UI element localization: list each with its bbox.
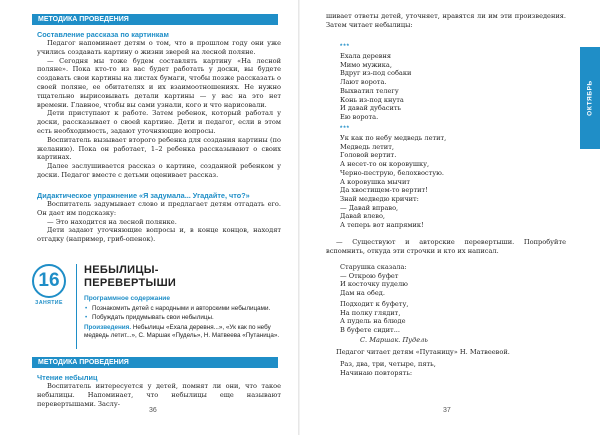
right-page <box>300 0 600 435</box>
poem-line: А пудель на блюде <box>340 317 406 326</box>
month-label: ОКТЯБРЬ <box>586 80 594 116</box>
poem-line: В буфете сидит... <box>340 326 400 335</box>
poem-line: Ук как по небу медведь летит, <box>340 134 447 142</box>
exercise-body <box>37 200 281 244</box>
question-text <box>326 238 566 256</box>
poem-line: Давай влево, <box>340 212 386 221</box>
poem-line: — Открою буфет <box>340 271 399 280</box>
works-note <box>84 324 282 341</box>
lesson-label: ЗАНЯТИЕ <box>35 300 63 306</box>
poem-author: С. Маршак. Пудель <box>360 336 428 344</box>
poem-line: На полку глядит, <box>340 308 401 317</box>
poem-ekhala-derevnya <box>340 52 411 122</box>
lesson-number-badge <box>32 264 66 298</box>
paragraph: Дети приступают к работе. Затем ребенок, который работал у доски, рассказывает о своей картине. Дети и педагог, если в этом есть необходимость, задают уточняющие вопросы. <box>37 109 281 135</box>
month-side-tab <box>580 47 600 149</box>
poem-line: Мимо мужика, <box>340 60 392 69</box>
poem-line: Да хвостищем-то вертит! <box>340 186 428 195</box>
page-number: 37 <box>443 407 451 414</box>
paragraph: Педагог напоминает детям о том, что в прошлом году они уже учились создавать картину о жизни зверей на лесной поляне. <box>37 39 281 56</box>
poem-line: Начинаю повторять: <box>340 368 413 377</box>
paragraph: шивает ответы детей, уточняет, нравятся ли им эти произведения. Затем читает небылицы: <box>326 12 566 29</box>
exercise-title: Дидактическое упражнение «Я задумала... Угадайте, что?» <box>37 191 250 200</box>
poem-line: Медведь летит, <box>340 142 394 151</box>
bullet-item: • Познакомить детей с народными и авторскими небылицами. <box>84 305 284 314</box>
section-title: Составление рассказа по картинкам <box>37 30 169 39</box>
poem-line: Черно-пеструю, белохвостую. <box>340 168 444 177</box>
poem-line: Ехала деревня <box>340 52 392 60</box>
poem-line: Ею ворота. <box>340 112 379 121</box>
works-label: Произведения. <box>84 324 132 331</box>
poem-line: Конь из-под кнута <box>340 95 404 104</box>
lesson-number: 16 <box>38 270 60 291</box>
paragraph: — Существуют и авторские перевертыши. Попробуйте вспомнить, откуда эти строчки и кто их написал. <box>326 238 566 255</box>
stars-divider: *** <box>340 126 351 132</box>
poem-pudel-part1 <box>340 263 408 298</box>
lesson-title-line: НЕБЫЛИЦЫ- <box>84 264 159 276</box>
lesson-title-line: ПЕРЕВЕРТЫШИ <box>84 277 177 289</box>
page-number: 36 <box>149 407 157 414</box>
paragraph: Воспитатель вызывает второго ребенка для создания картины (по желанию). Пока он работает, 1–2 ребенка рассказывают о своих картинах. <box>37 135 281 162</box>
poem-medved <box>340 134 446 230</box>
poem-line: А теперь вот напрямик! <box>340 221 424 230</box>
poem-line: Подходит к буфету, <box>340 300 409 308</box>
lesson-title <box>84 264 176 290</box>
poem-line: Дам на обед. <box>340 289 385 298</box>
paragraph: — Сегодня мы тоже будем составлять картину «На лесной поляне». Пока кто-то из вас будет работать у доски, вы будете создавать свои картины на листах бумаги, чтобы позже рассказать о своей поляне, ее обитателях и их взаимоотношениях. Не нужно тщательно вырисовывать детали картины — у вас на это нет времени. Главное, чтобы вы сами узнали, кого и что нарисовали. <box>37 56 281 109</box>
paragraph: Дети задают уточняющие вопросы и, в конце концов, находят отгадку (например, гриб-опенок). <box>37 226 281 244</box>
works-text: Небылицы «Ехала деревня...», «Ук как по небу медведь летит...», С. Маршак «Пудель», Н. Матвеева «Путаница». <box>84 324 280 340</box>
divider <box>76 264 77 349</box>
poem-putanitsa <box>340 360 436 377</box>
method-header-bar: МЕТОДИКА ПРОВЕДЕНИЯ <box>32 357 278 368</box>
method-header-bar: МЕТОДИКА ПРОВЕДЕНИЯ <box>32 14 278 25</box>
poem-line: А несет-то он коровушку, <box>340 160 430 169</box>
poem-line: Знай медведю кричит: <box>340 194 419 203</box>
reads-text <box>326 348 566 357</box>
paragraph: Педагог читает детям «Путаницу» Н. Матвеевой. <box>336 348 510 356</box>
reading-body <box>37 382 281 408</box>
intro-text <box>326 12 566 30</box>
bullet-item: • Побуждать придумывать свои небылицы. <box>84 314 284 323</box>
poem-line: Вдруг из-под собаки <box>340 69 412 78</box>
poem-line: Головой вертит. <box>340 151 397 160</box>
poem-line: Выхватил телегу <box>340 86 399 95</box>
paragraph: Далее заслушивается рассказ о картине, созданной ребенком у доски. Педагог вместе с детьми оценивает рассказ. <box>37 162 281 179</box>
paragraph: Воспитатель задумывает слово и предлагает детям отгадать его. Он дает им подсказку: <box>37 200 281 217</box>
paragraph: — Это находится на лесной полянке. <box>47 217 177 226</box>
poem-line: Раз, два, три, четыре, пять, <box>340 360 436 368</box>
poem-line: Старушка сказала: <box>340 263 407 271</box>
poem-line: И косточку пуделю <box>340 280 408 289</box>
stars-divider: *** <box>340 44 351 50</box>
reading-title: Чтение небылиц <box>37 373 98 382</box>
program-bullets <box>84 305 284 322</box>
poem-line: А коровушка мычит <box>340 177 411 186</box>
poem-line: — Давай вправо, <box>340 203 399 212</box>
poem-line: И давай дубасить <box>340 104 402 113</box>
section-body <box>37 39 281 180</box>
program-title: Программное содержание <box>84 295 171 302</box>
paragraph: Воспитатель интересуется у детей, помнят ли они, что такое небылицы. Напоминает, что небылицы еще называют перевертышами. Заслу- <box>37 382 281 408</box>
poem-line: Лают ворота. <box>340 78 387 87</box>
poem-pudel-part2 <box>340 300 408 335</box>
